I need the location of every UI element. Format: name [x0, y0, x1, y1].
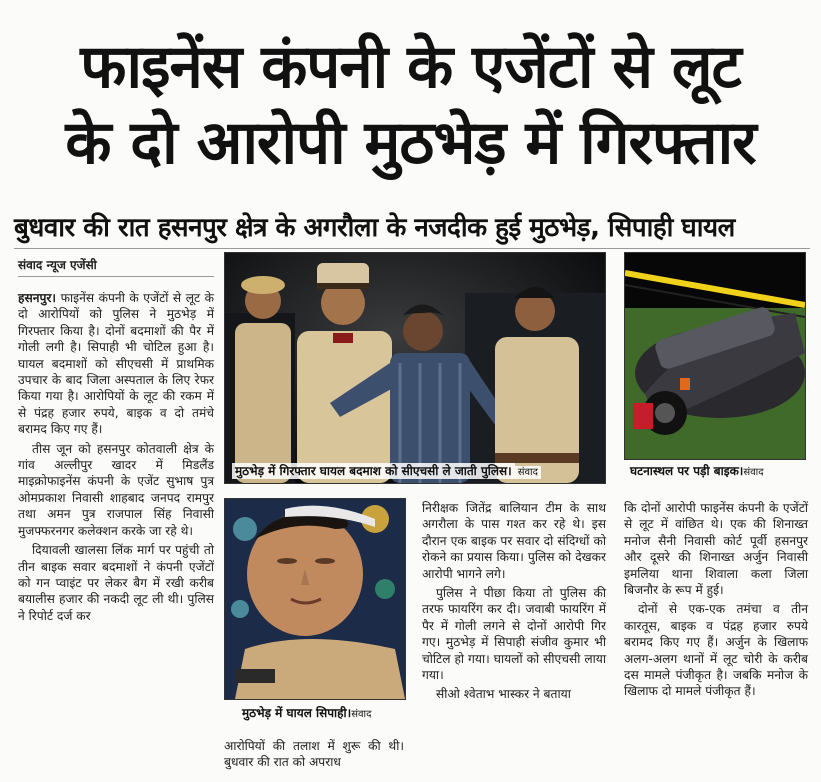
- article-paragraph: सीओ श्वेताभ भास्कर ने बताया: [436, 687, 571, 702]
- caption-text: घटनास्थल पर पड़ी बाइक।: [630, 464, 744, 478]
- photo-caption-escort: [232, 462, 541, 479]
- dateline: हसनपुर।: [18, 291, 57, 305]
- subheadline-divider: [14, 248, 810, 249]
- article-paragraph: दियावली खालसा लिंक मार्ग पर पहुंची तो तीन बाइक सवार बदमाशों ने कंपनी एजेंटों को गन प्वाइंट पर लेकर बैग में रखी करीब बयालीस हजार की नकदी लूट ली थी। पुलिस ने रिपोर्ट दर्ज कर: [18, 543, 214, 623]
- photo-caption-constable: [242, 704, 371, 721]
- headline-line-1: फाइनेंस कंपनी के एजेंटों से लूट: [80, 32, 741, 102]
- article-paragraph: दोनों से एक-एक तमंचा व तीन कारतूस, बाइक व पंद्रह हजार रुपये बरामद किए गए हैं। अर्जुन के खिलाफ अलग-अलग थानों में लूट चोरी के करीब दस मामले पंजीकृत है। जबकि मनोज के खिलाफ दो मामले पंजीकृत हैं।: [624, 602, 808, 699]
- byline: संवाद न्यूज एजेंसी: [18, 258, 97, 272]
- column-4: [624, 500, 808, 703]
- police-escort-illustration: [225, 253, 605, 483]
- fallen-bike-illustration: [625, 253, 805, 459]
- byline-divider: [18, 276, 214, 277]
- article-paragraph: पुलिस ने पीछा किया तो पुलिस की तरफ फायरिंग कर दी। जवाबी फायरिंग में पैर में गोली लगने से दोनों आरोपी गिर गए। मुठभेड़ में सिपाही संजीव कुमार भी चोटिल हो गया। घायलों को सीएचसी लाया गया।: [422, 586, 606, 683]
- photo-caption-bike: [630, 462, 764, 479]
- column-1: [18, 290, 214, 627]
- paragraph-text: फाइनेंस कंपनी के एजेंटों से लूट के दो आरोपियों को पुलिस ने मुठभेड़ में गिरफ्तार किया है। दोनों बदमाशों की पैर में गोली लगी है। सिपाही भी चोटिल हुआ है। घायल बदमाशों को सीएचसी में प्राथमिक उपचार के बाद जिला अस्पताल के लिए रेफर किया गया है। आरोपियों के लूट की रकम में से पंद्रह हजार रुपये, बाइक व दो तमंचे बरामद किए गए हैं।: [18, 291, 215, 437]
- subheadline: बुधवार की रात हसनपुर क्षेत्र के अगरौला के नजदीक हुई मुठभेड़, सिपाही घायल: [14, 213, 735, 243]
- caption-source: संवाद: [515, 466, 541, 479]
- caption-text: मुठभेड़ में घायल सिपाही।: [242, 706, 352, 720]
- caption-text: मुठभेड़ में गिरफ्तार घायल बदमाश को सीएचसी ले जाती पुलिस।: [232, 463, 515, 479]
- article-paragraph: तीस जून को हसनपुर कोतवाली क्षेत्र के गांव अल्लीपुर खादर में मिडलैंड माइक्रोफाइनेंस कंपनी के एजेंट सुभाष पुत्र ओमप्रकाश निवासी शाहबाद जनपद रामपुर तथा अमन पुत्र राजपाल सिंह निवासी मुजफ्फरनगर कलेक्शन करके जा रहे थे।: [18, 441, 214, 538]
- injured-constable-illustration: [225, 499, 405, 699]
- article-paragraph: निरीक्षक जितेंद्र बालियान टीम के साथ अगरौला के पास गश्त कर रहे थे। इस दौरान एक बाइक पर सवार दो संदिग्धों को रोकने का प्रयास किया। पुलिस को देखकर आरोपी भागने लगे।: [422, 501, 606, 581]
- headline-line-2: के दो आरोपी मुठभेड़ में गिरफ्तार: [65, 108, 756, 178]
- article-paragraph: आरोपियों की तलाश में शुरू की थी। बुधवार की रात को अपराध: [224, 739, 404, 770]
- photo-bike: [624, 252, 806, 460]
- photo-injured-constable: [224, 498, 406, 700]
- caption-source: संवाद: [743, 467, 764, 478]
- caption-source: संवाद: [351, 709, 372, 720]
- column-3: [422, 500, 606, 706]
- article-paragraph: कि दोनों आरोपी फाइनेंस कंपनी के एजेंटों से लूट में वांछित थे। एक की शिनाख्त मनोज सैनी निवासी कोर्ट पूर्वी हसनपुर और दूसरे की शिनाख्त अर्जुन निवासी इमलिया थाना शिवाला कला जिला बिजनौर के रूप में हुई।: [624, 501, 808, 598]
- article-paragraph: [18, 290, 214, 438]
- column-2: [224, 738, 404, 774]
- photo-police-escort: [224, 252, 606, 484]
